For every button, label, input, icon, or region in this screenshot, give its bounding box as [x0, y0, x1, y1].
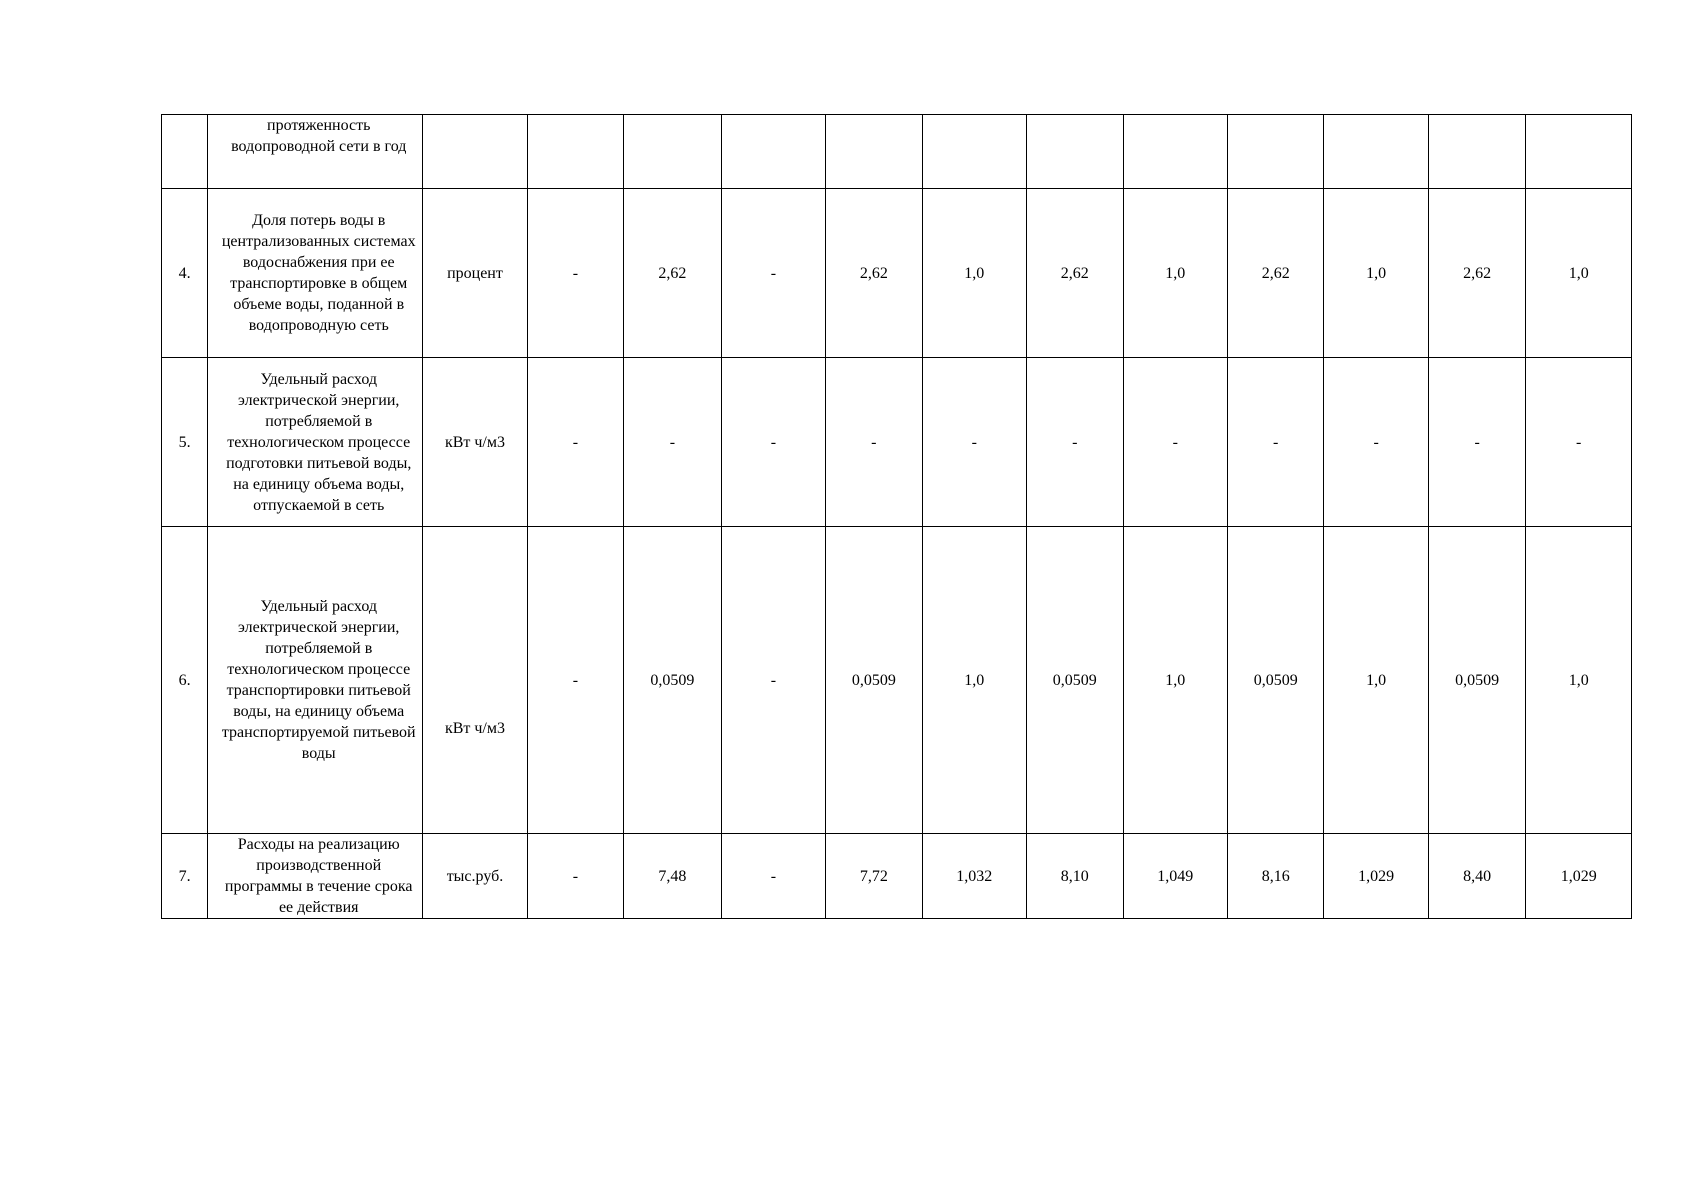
value-cell: -: [1123, 358, 1227, 527]
value-cell: 2,62: [1027, 189, 1123, 358]
value-cell: 0,0509: [1027, 527, 1123, 834]
unit-cell: кВт ч/м3: [423, 527, 527, 834]
value-cell: 1,0: [1123, 527, 1227, 834]
value-cell: 1,0: [1526, 527, 1632, 834]
indicator-name: протяженность водопроводной сети в год: [208, 115, 423, 189]
value-cell: 1,0: [922, 189, 1026, 358]
value-cell: [1428, 115, 1525, 189]
table-row: [162, 527, 1632, 834]
value-cell: 1,0: [1123, 189, 1227, 358]
indicator-name: Расходы на реализацию производственной программы в течение срока ее действия: [208, 834, 423, 919]
table-row: [162, 115, 1632, 189]
value-cell: 1,029: [1526, 834, 1632, 919]
value-cell: 0,0509: [826, 527, 922, 834]
value-cell: 1,0: [922, 527, 1026, 834]
value-cell: -: [1324, 358, 1428, 527]
value-cell: 1,0: [1526, 189, 1632, 358]
value-cell: [721, 115, 825, 189]
value-cell: 7,72: [826, 834, 922, 919]
unit-cell: тыс.руб.: [423, 834, 527, 919]
table-row: [162, 834, 1632, 919]
value-cell: [1324, 115, 1428, 189]
indicator-name: Удельный расход электрической энергии, потребляемой в технологическом процессе транспортировки питьевой воды, на единицу объема транспортируемой питьевой воды: [208, 527, 423, 834]
value-cell: 1,029: [1324, 834, 1428, 919]
value-cell: 0,0509: [1428, 527, 1525, 834]
value-cell: -: [527, 834, 623, 919]
unit-cell: кВт ч/м3: [423, 358, 527, 527]
production-program-table: [161, 114, 1632, 919]
value-cell: 2,62: [624, 189, 721, 358]
value-cell: -: [624, 358, 721, 527]
value-cell: -: [527, 189, 623, 358]
indicator-name: Удельный расход электрической энергии, потребляемой в технологическом процессе подготовки питьевой воды, на единицу объема воды, отпускаемой в сеть: [208, 358, 423, 527]
table-row: [162, 189, 1632, 358]
value-cell: 1,0: [1324, 527, 1428, 834]
value-cell: [1526, 115, 1632, 189]
value-cell: -: [826, 358, 922, 527]
value-cell: -: [1526, 358, 1632, 527]
value-cell: -: [721, 834, 825, 919]
value-cell: -: [721, 358, 825, 527]
value-cell: 8,10: [1027, 834, 1123, 919]
value-cell: -: [1027, 358, 1123, 527]
value-cell: 2,62: [1227, 189, 1323, 358]
value-cell: -: [1428, 358, 1525, 527]
value-cell: -: [721, 527, 825, 834]
row-number: 4.: [162, 189, 208, 358]
value-cell: [1027, 115, 1123, 189]
value-cell: 1,0: [1324, 189, 1428, 358]
value-cell: -: [527, 358, 623, 527]
value-cell: -: [527, 527, 623, 834]
value-cell: 8,40: [1428, 834, 1525, 919]
value-cell: 8,16: [1227, 834, 1323, 919]
value-cell: 2,62: [1428, 189, 1525, 358]
table-row: [162, 358, 1632, 527]
value-cell: [826, 115, 922, 189]
value-cell: 2,62: [826, 189, 922, 358]
row-number: 6.: [162, 527, 208, 834]
row-number: 7.: [162, 834, 208, 919]
value-cell: 0,0509: [1227, 527, 1323, 834]
value-cell: -: [1227, 358, 1323, 527]
indicator-name: Доля потерь воды в централизованных системах водоснабжения при ее транспортировке в общем объеме воды, поданной в водопроводную сеть: [208, 189, 423, 358]
value-cell: [624, 115, 721, 189]
value-cell: -: [721, 189, 825, 358]
value-cell: [922, 115, 1026, 189]
unit-cell: процент: [423, 189, 527, 358]
value-cell: 7,48: [624, 834, 721, 919]
value-cell: [527, 115, 623, 189]
value-cell: [1123, 115, 1227, 189]
value-cell: -: [922, 358, 1026, 527]
row-number: [162, 115, 208, 189]
row-number: 5.: [162, 358, 208, 527]
value-cell: [1227, 115, 1323, 189]
value-cell: 1,049: [1123, 834, 1227, 919]
value-cell: 1,032: [922, 834, 1026, 919]
unit-cell: [423, 115, 527, 189]
value-cell: 0,0509: [624, 527, 721, 834]
